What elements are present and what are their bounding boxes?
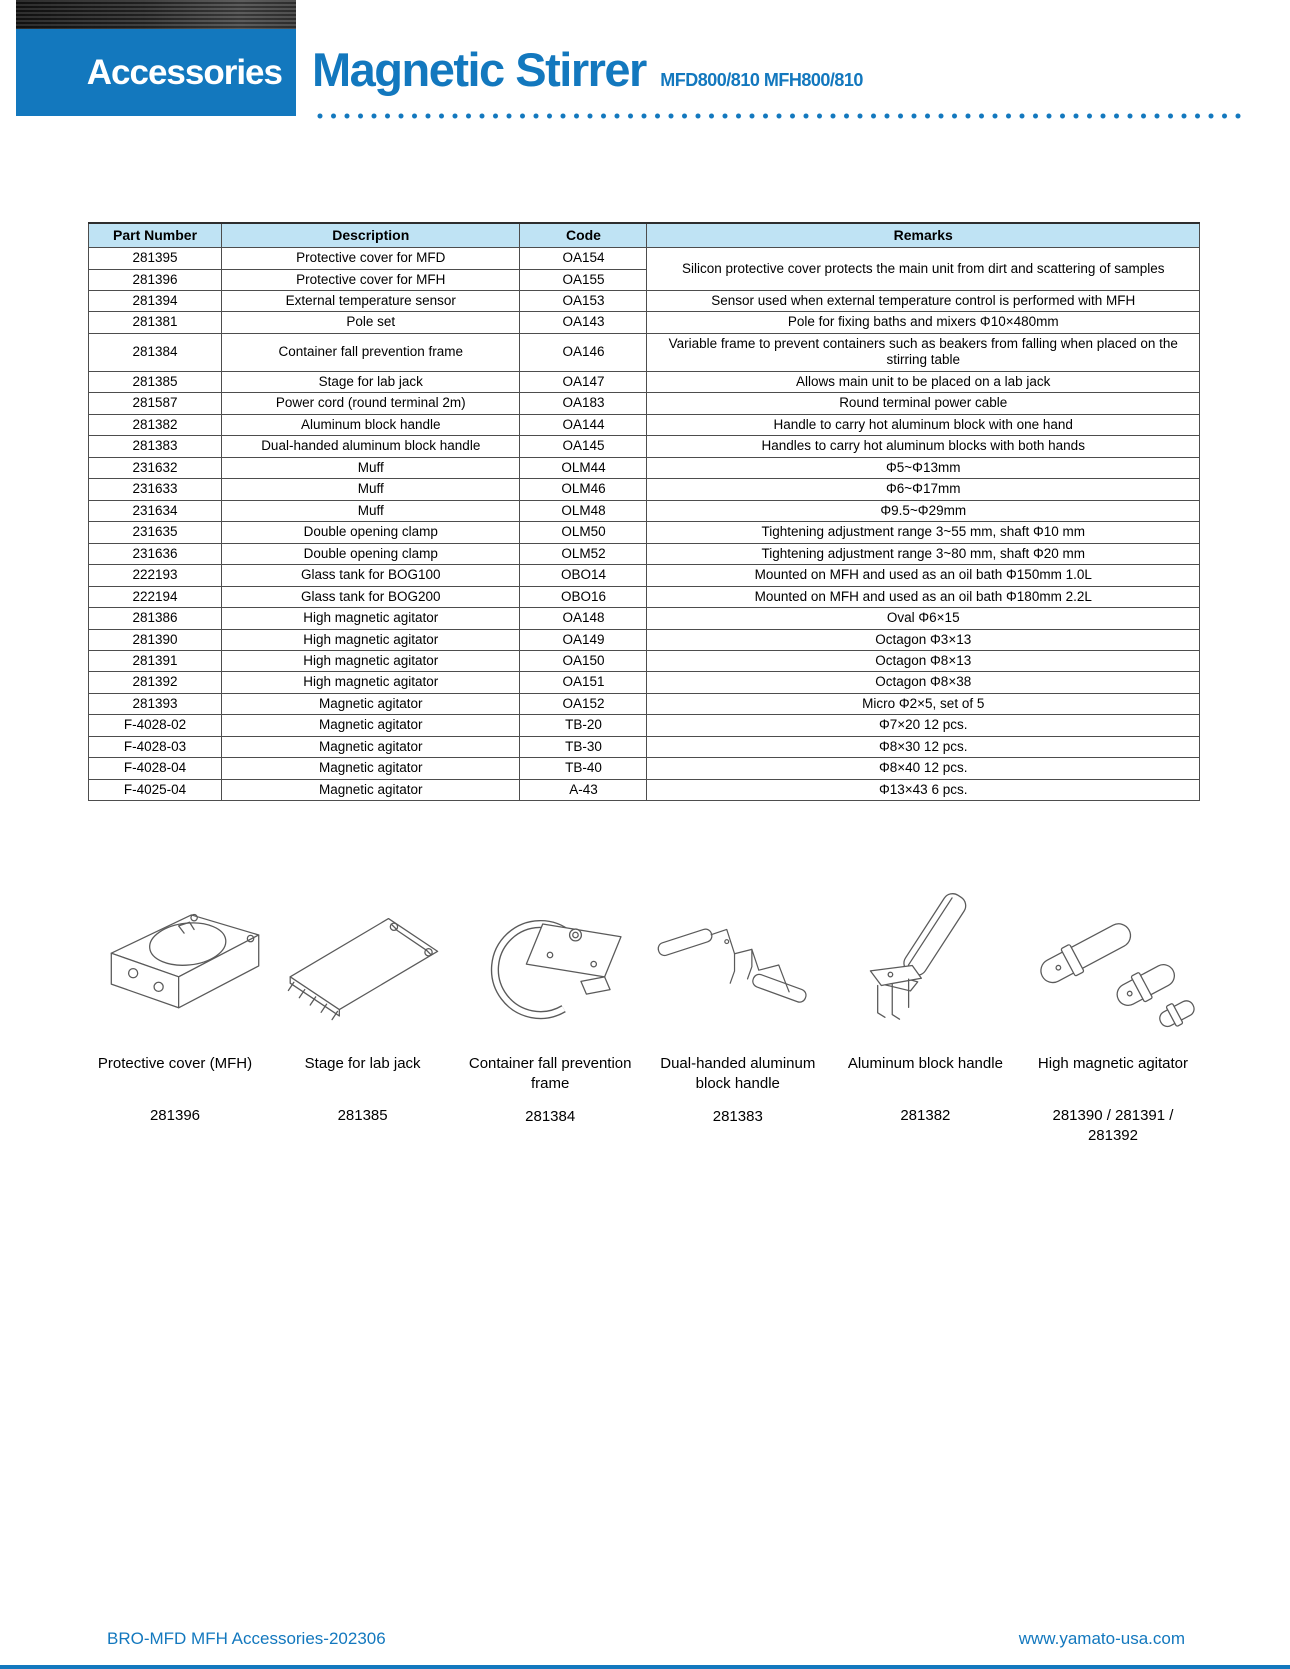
table-row [89, 436, 1200, 457]
cell-code: OBO14 [520, 565, 647, 586]
cell-description: Protective cover for MFH [222, 269, 520, 290]
cell-description: Aluminum block handle [222, 414, 520, 435]
accessories-banner [16, 29, 296, 116]
cell-code: OA144 [520, 414, 647, 435]
cell-code: OA146 [520, 333, 647, 371]
cell-code: OLM50 [520, 522, 647, 543]
figure-stage-lab-jack [272, 852, 454, 1147]
cell-remarks: Φ5~Φ13mm [647, 457, 1200, 478]
cell-part-number: F-4025-04 [89, 779, 222, 800]
cell-part-number: 281386 [89, 608, 222, 629]
table-row [89, 629, 1200, 650]
figure-dual-handed-handle [647, 852, 829, 1147]
figure-part-number: 281385 [337, 1107, 388, 1124]
cell-description: Container fall prevention frame [222, 333, 520, 371]
cell-remarks: Handle to carry hot aluminum block with one hand [647, 414, 1200, 435]
figure-aluminum-handle [834, 852, 1016, 1147]
cell-code: OLM46 [520, 479, 647, 500]
footer-website-link[interactable]: www.yamato-usa.com [1018, 1629, 1185, 1648]
cell-code: OA145 [520, 436, 647, 457]
cell-code: OA143 [520, 312, 647, 333]
table-row [89, 457, 1200, 478]
cell-part-number: 281381 [89, 312, 222, 333]
cell-remarks: Octagon Φ8×38 [647, 672, 1200, 693]
table-row [89, 736, 1200, 757]
table-row [89, 758, 1200, 779]
cell-remarks: Sensor used when external temperature control is performed with MFH [647, 291, 1200, 312]
figure-part-number: 281382 [900, 1107, 951, 1124]
cell-part-number: 281382 [89, 414, 222, 435]
figure-protective-cover [84, 852, 266, 1147]
cell-code: OA153 [520, 291, 647, 312]
figure-magnetic-agitator [1022, 852, 1204, 1147]
cell-part-number: 281391 [89, 650, 222, 671]
cell-description: Double opening clamp [222, 522, 520, 543]
cell-part-number: 281393 [89, 693, 222, 714]
cell-part-number: 281587 [89, 393, 222, 414]
column-header-part-number: Part Number [89, 223, 222, 248]
page-title: Magnetic Stirrer [312, 43, 646, 96]
cell-code: OBO16 [520, 586, 647, 607]
cell-remarks: Φ8×30 12 pcs. [647, 736, 1200, 757]
cell-remarks: Φ8×40 12 pcs. [647, 758, 1200, 779]
cell-remarks: Mounted on MFH and used as an oil bath Φ150mm 1.0L [647, 565, 1200, 586]
cell-code: OA148 [520, 608, 647, 629]
cell-remarks: Variable frame to prevent containers such as beakers from falling when placed on the stirring table [647, 333, 1200, 371]
cell-remarks: Round terminal power cable [647, 393, 1200, 414]
figure-caption: Protective cover (MFH) [97, 1055, 253, 1072]
cell-code: TB-30 [520, 736, 647, 757]
container-fall-frame-drawing [459, 852, 641, 1040]
cell-description: Magnetic agitator [222, 779, 520, 800]
cell-description: Pole set [222, 312, 520, 333]
cell-remarks: Mounted on MFH and used as an oil bath Φ180mm 2.2L [647, 586, 1200, 607]
figure-caption: High magnetic agitator [1037, 1055, 1189, 1072]
figure-part-number: 281383 [712, 1107, 763, 1125]
table-row [89, 393, 1200, 414]
figure-caption: Dual-handed aluminum block handle [660, 1055, 816, 1093]
cell-description: External temperature sensor [222, 291, 520, 312]
accessory-figures [84, 852, 1204, 1147]
cell-description: Double opening clamp [222, 543, 520, 564]
cell-remarks: Octagon Φ3×13 [647, 629, 1200, 650]
table-row [89, 543, 1200, 564]
aluminum-handle-drawing [834, 852, 1016, 1040]
cell-code: OA147 [520, 371, 647, 392]
table-row [89, 479, 1200, 500]
figure-caption: Stage for lab jack [304, 1055, 421, 1072]
cell-code: OA155 [520, 269, 647, 290]
cell-remarks: Micro Φ2×5, set of 5 [647, 693, 1200, 714]
accessories-label: Accessories [86, 52, 282, 92]
cell-remarks: Pole for fixing baths and mixers Φ10×480mm [647, 312, 1200, 333]
cell-description: Magnetic agitator [222, 715, 520, 736]
parts-table-header [89, 223, 1200, 248]
cell-part-number: 231633 [89, 479, 222, 500]
cell-part-number: 231634 [89, 500, 222, 521]
cell-description: Muff [222, 457, 520, 478]
table-row [89, 291, 1200, 312]
cell-code: OA152 [520, 693, 647, 714]
cell-part-number: 231635 [89, 522, 222, 543]
table-row [89, 248, 1200, 269]
table-row [89, 312, 1200, 333]
cell-description: Protective cover for MFD [222, 248, 520, 269]
cell-description: High magnetic agitator [222, 629, 520, 650]
table-row [89, 565, 1200, 586]
cell-remarks: Handles to carry hot aluminum blocks with both hands [647, 436, 1200, 457]
dual-handed-handle-drawing [647, 852, 829, 1040]
cell-description: Power cord (round terminal 2m) [222, 393, 520, 414]
magnetic-agitator-drawing [1022, 852, 1204, 1040]
cell-code: TB-40 [520, 758, 647, 779]
cell-part-number: 222194 [89, 586, 222, 607]
cell-description: Glass tank for BOG200 [222, 586, 520, 607]
column-header-remarks: Remarks [647, 223, 1200, 248]
table-row [89, 500, 1200, 521]
cell-remarks: Octagon Φ8×13 [647, 650, 1200, 671]
table-row [89, 715, 1200, 736]
table-row [89, 608, 1200, 629]
cell-part-number: 281395 [89, 248, 222, 269]
cell-remarks: Tightening adjustment range 3~80 mm, shaft Φ20 mm [647, 543, 1200, 564]
cell-part-number: 281383 [89, 436, 222, 457]
stage-lab-jack-drawing [272, 852, 454, 1040]
cell-remarks: Φ6~Φ17mm [647, 479, 1200, 500]
cell-code: OA183 [520, 393, 647, 414]
parts-table [88, 222, 1200, 801]
cell-description: Magnetic agitator [222, 758, 520, 779]
page-title-row [312, 42, 863, 97]
cell-description: Dual-handed aluminum block handle [222, 436, 520, 457]
table-row [89, 650, 1200, 671]
cell-part-number: 281394 [89, 291, 222, 312]
cell-description: Muff [222, 479, 520, 500]
cell-description: Magnetic agitator [222, 736, 520, 757]
cell-part-number: 281392 [89, 672, 222, 693]
cell-code: OA154 [520, 248, 647, 269]
cell-description: Stage for lab jack [222, 371, 520, 392]
cell-description: Glass tank for BOG100 [222, 565, 520, 586]
figure-caption: Container fall prevention frame [468, 1055, 632, 1093]
dotted-divider [317, 112, 1245, 120]
cell-part-number: 281390 [89, 629, 222, 650]
cell-part-number: F-4028-02 [89, 715, 222, 736]
table-row [89, 672, 1200, 693]
table-row [89, 586, 1200, 607]
cell-description: Muff [222, 500, 520, 521]
cell-remarks: Φ7×20 12 pcs. [647, 715, 1200, 736]
cell-code: OLM44 [520, 457, 647, 478]
metallic-band [16, 0, 296, 29]
table-row [89, 414, 1200, 435]
figure-part-number: 281396 [149, 1107, 201, 1124]
cell-description: Magnetic agitator [222, 693, 520, 714]
cell-remarks: Allows main unit to be placed on a lab jack [647, 371, 1200, 392]
figure-container-fall-frame [459, 852, 641, 1147]
table-row [89, 333, 1200, 371]
protective-cover-drawing [84, 852, 266, 1040]
cell-code: TB-20 [520, 715, 647, 736]
table-row [89, 371, 1200, 392]
cell-code: OA150 [520, 650, 647, 671]
cell-code: A-43 [520, 779, 647, 800]
column-header-code: Code [520, 223, 647, 248]
cell-part-number: 231636 [89, 543, 222, 564]
footer-document-code: BRO-MFD MFH Accessories-202306 [107, 1629, 386, 1648]
cell-remarks: Φ13×43 6 pcs. [647, 779, 1200, 800]
figure-caption: Aluminum block handle [847, 1055, 1003, 1072]
cell-part-number: 281385 [89, 371, 222, 392]
cell-part-number: 231632 [89, 457, 222, 478]
cell-code: OLM52 [520, 543, 647, 564]
cell-remarks: Φ9.5~Φ29mm [647, 500, 1200, 521]
cell-part-number: 281396 [89, 269, 222, 290]
table-row [89, 693, 1200, 714]
cell-description: High magnetic agitator [222, 650, 520, 671]
cell-part-number: F-4028-03 [89, 736, 222, 757]
cell-code: OA151 [520, 672, 647, 693]
page-subtitle: MFD800/810 MFH800/810 [660, 70, 863, 90]
cell-description: High magnetic agitator [222, 608, 520, 629]
cell-part-number: 222193 [89, 565, 222, 586]
cell-remarks: Oval Φ6×15 [647, 608, 1200, 629]
cell-description: High magnetic agitator [222, 672, 520, 693]
cell-code: OA149 [520, 629, 647, 650]
table-row [89, 522, 1200, 543]
figure-part-number: 281384 [525, 1107, 576, 1125]
cell-part-number: F-4028-04 [89, 758, 222, 779]
column-header-description: Description [222, 223, 520, 248]
cell-part-number: 281384 [89, 333, 222, 371]
figure-part-number: 281390 / 281391 / 281392 [1052, 1107, 1174, 1145]
cell-remarks: Silicon protective cover protects the main unit from dirt and scattering of samples [647, 248, 1200, 291]
cell-code: OLM48 [520, 500, 647, 521]
footer-accent-bar [0, 1665, 1290, 1669]
table-row [89, 779, 1200, 800]
cell-remarks: Tightening adjustment range 3~55 mm, shaft Φ10 mm [647, 522, 1200, 543]
parts-table-body [89, 248, 1200, 801]
